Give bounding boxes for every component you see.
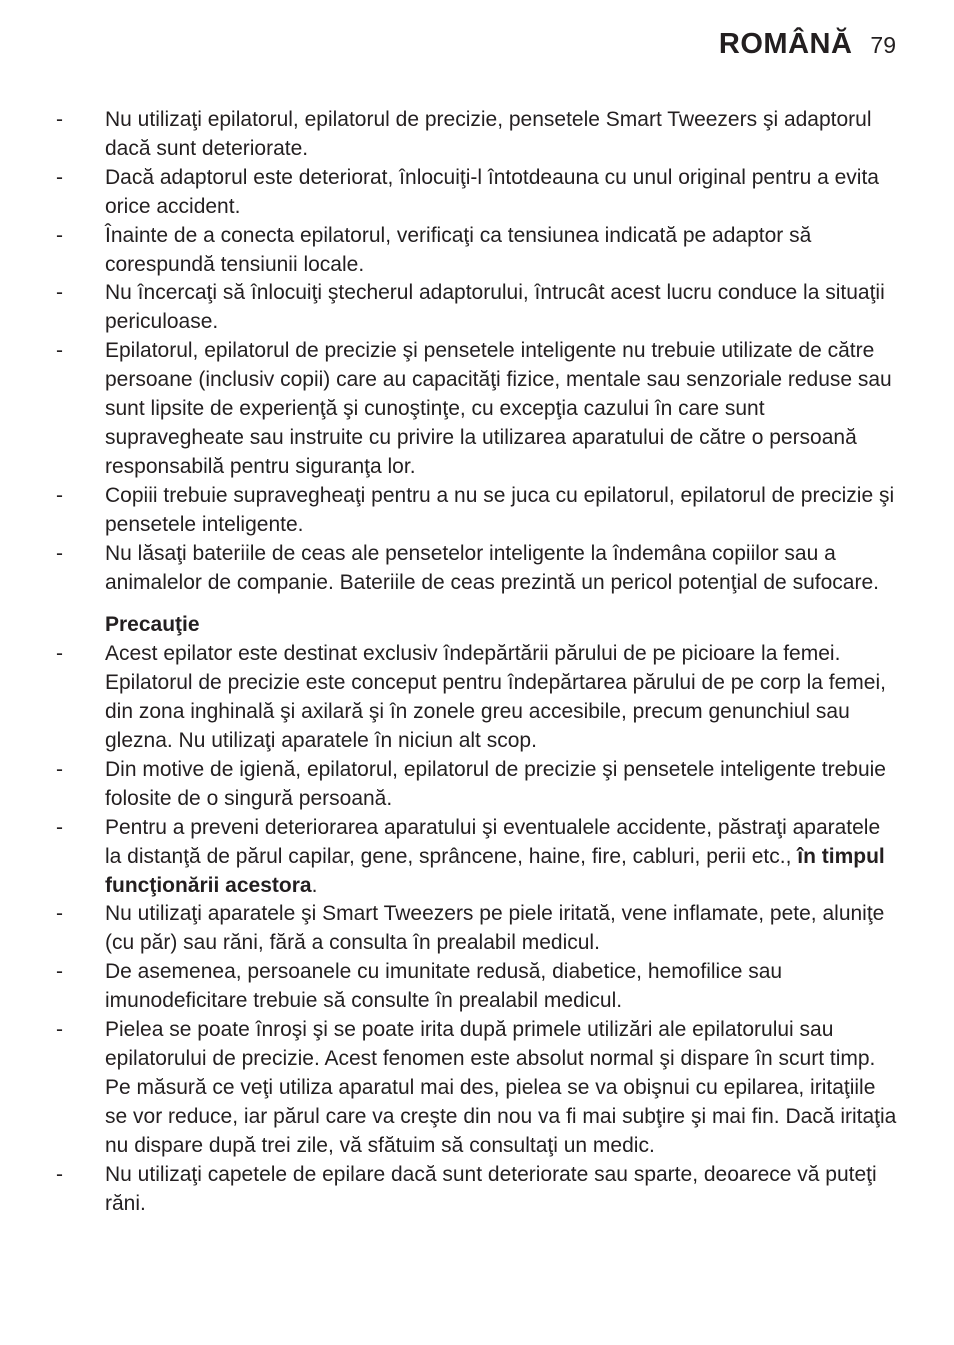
list-item-text: Înainte de a conecta epilatorul, verificaţi ca tensiunea indicată pe adaptor să corespundă tensiunii locale.: [105, 223, 812, 276]
bullet-dash: -: [56, 541, 63, 565]
list-item-text: Nu lăsaţi bateriile de ceas ale pensetelor inteligente la îndemâna copiilor sau a animalelor de companie. Bateriile de ceas prezintă un pericol potenţial de sufocare.: [105, 541, 879, 594]
bullet-dash: -: [56, 757, 63, 781]
bullet-dash: -: [56, 1018, 63, 1042]
bullet-dash: -: [56, 815, 63, 839]
bullet-dash: -: [56, 165, 63, 189]
bullet-dash: -: [56, 1162, 63, 1186]
list-item-text: De asemenea, persoanele cu imunitate redusă, diabetice, hemofilice sau imunodeficitare trebuie să consulte în prealabil medicul.: [105, 960, 783, 1013]
page-number: 79: [870, 32, 896, 58]
list-item: [56, 482, 902, 540]
list-item: [56, 106, 902, 164]
list-item: [56, 900, 902, 958]
language-title: ROMÂNĂ: [718, 28, 853, 60]
list-item: [56, 756, 902, 814]
bullet-dash: -: [56, 339, 63, 363]
bullet-dash: -: [56, 483, 63, 507]
bullet-dash: -: [56, 108, 63, 131]
list-item: [56, 958, 902, 1016]
list-item-text: Copiii trebuie supravegheaţi pentru a nu se juca cu epilatorul, epilatorul de precizie şi pensetele inteligente.: [105, 483, 895, 536]
bullet-dash: -: [56, 902, 63, 926]
page-header: [719, 28, 896, 61]
list-item: [56, 540, 902, 598]
list-item-text: Nu utilizaţi aparatele şi Smart Tweezers pe piele iritată, vene inflamate, pete, aluniţe (cu păr) sau răni, fără a consulta în prealabil medicul.: [105, 902, 885, 955]
page-content: [56, 106, 902, 1218]
caution-list: [56, 640, 902, 1218]
list-item: [56, 337, 902, 482]
list-item-text: Pielea se poate înroşi şi se poate irita după primele utilizări ale epilatorului sau epilatorului de precizie. Acest fenomen este absolut normal şi dispare în scurt timp. Pe măsură ce veţi utiliza aparatul mai des, pielea se va obişnui cu epilarea, iritaţiile se vor reduce, iar părul care va creşte din nou va fi mai subţire şi mai fin. Dacă iritaţia nu dispare după trei zile, vă sfătuim să consultaţi un medic.: [105, 1018, 897, 1157]
caution-heading: Precauţie: [105, 613, 200, 637]
list-item-bold-text: în timpul funcţionării acestora: [105, 844, 885, 897]
list-item-text: Epilatorul, epilatorul de precizie şi pensetele inteligente nu trebuie utilizate de către persoane (inclusiv copii) care au capacităţi fizice, mentale sau senzoriale reduse sau sunt lipsite de experienţă şi cunoştinţe, cu excepţia cazului în care sunt supravegheate sau instruite cu privire la utilizarea aparatului de către o persoană responsabilă pentru siguranţa lor.: [105, 339, 892, 478]
list-item-text-before: Pentru a preveni deteriorarea aparatului şi eventualele accidente, păstraţi aparatele la distanţă de părul capilar, gene, sprâncene, haine, fire, cabluri, perii etc.,: [105, 815, 881, 868]
list-item: [56, 1161, 902, 1219]
list-item-text: Nu încercaţi să înlocuiţi ştecherul adaptorului, întrucât acest lucru conduce la situaţii periculoase.: [105, 281, 885, 334]
list-item: [56, 279, 902, 337]
list-item: [56, 1016, 902, 1161]
bullet-dash: -: [56, 223, 63, 247]
list-item: [56, 640, 902, 756]
list-item-text: Dacă adaptorul este deteriorat, înlocuiţi-l întotdeauna cu unul original pentru a evita orice accident.: [105, 165, 879, 218]
bullet-dash: -: [56, 960, 63, 984]
bullet-dash: -: [56, 642, 63, 666]
list-item: [56, 164, 902, 222]
warning-list: [56, 106, 902, 597]
list-item-text: Acest epilator este destinat exclusiv îndepărtării părului de pe picioare la femei. Epilatorul de precizie este conceput pentru îndepărtarea părului de pe corp la femei, din zona inghinală şi axilară şi în zonele greu accesibile, precum genunchiul sau glezna. Nu utilizaţi aparatele în niciun alt scop.: [105, 642, 886, 753]
list-item: [56, 814, 902, 901]
list-item-text: Din motive de igienă, epilatorul, epilatorul de precizie şi pensetele inteligente trebuie folosite de o singură persoană.: [105, 757, 886, 810]
list-item-text: Nu utilizaţi epilatorul, epilatorul de precizie, pensetele Smart Tweezers şi adaptorul dacă sunt deteriorate.: [105, 108, 872, 160]
list-item: [56, 222, 902, 280]
list-item-text: Nu utilizaţi capetele de epilare dacă sunt deteriorate sau sparte, deoarece vă puteţi răni.: [105, 1162, 877, 1215]
list-item-text-after: .: [311, 873, 318, 897]
bullet-dash: -: [56, 281, 63, 305]
